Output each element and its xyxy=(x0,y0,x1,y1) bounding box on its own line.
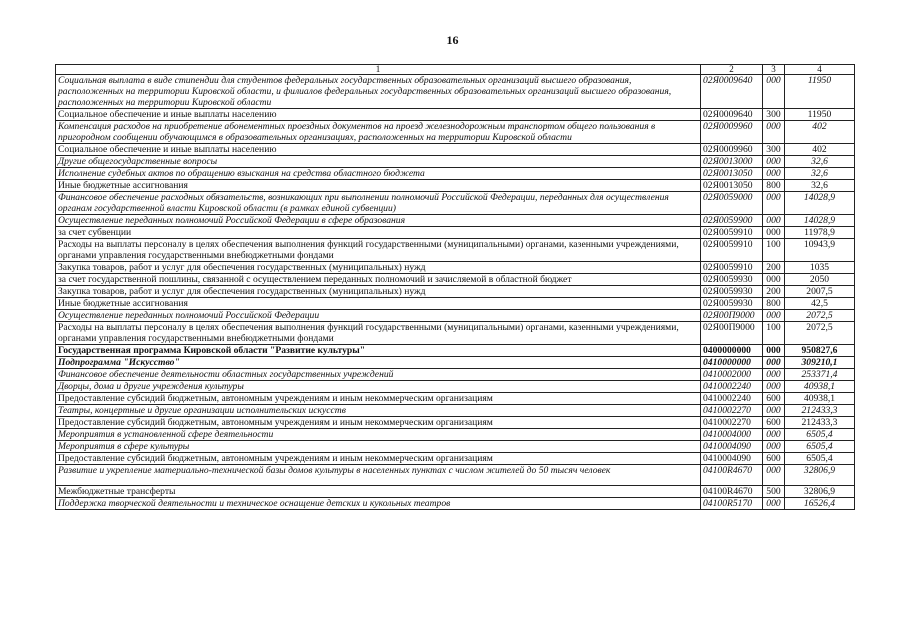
row-amount-cell: 14028,9 xyxy=(785,192,855,215)
table-row xyxy=(56,486,855,498)
row-expense-type-cell: 000 xyxy=(763,310,785,322)
row-amount-cell: 11950 xyxy=(785,109,855,121)
row-code-cell: 02Я00П9000 xyxy=(701,310,763,322)
column-header-amount: 4 xyxy=(785,65,855,75)
row-code-cell: 02Я0009960 xyxy=(701,144,763,156)
row-code-cell: 02Я0059930 xyxy=(701,298,763,310)
row-amount-cell: 1035 xyxy=(785,262,855,274)
row-code-cell: 0410002240 xyxy=(701,393,763,405)
row-name-cell: Исполнение судебных актов по обращению взыскания на средства областного бюджета xyxy=(56,168,701,180)
table-row xyxy=(56,286,855,298)
row-expense-type-cell: 500 xyxy=(763,486,785,498)
row-name-cell: Другие общегосударственные вопросы xyxy=(56,156,701,168)
table-row xyxy=(56,369,855,381)
table-row xyxy=(56,180,855,192)
row-code-cell: 02Я0059900 xyxy=(701,215,763,227)
row-expense-type-cell: 800 xyxy=(763,180,785,192)
row-name-cell: Социальное обеспечение и иные выплаты населению xyxy=(56,109,701,121)
row-name-cell: Государственная программа Кировской области "Развитие культуры" xyxy=(56,345,701,357)
row-name-cell: Мероприятия в сфере культуры xyxy=(56,441,701,453)
page-number: 16 xyxy=(446,33,459,47)
row-amount-cell: 2072,5 xyxy=(785,310,855,322)
row-name-cell: Социальная выплата в виде стипендии для студентов федеральных государственных образовательных организаций высшего образования, расположенных на территории Кировской области, и филиалов федеральных государственных образовательных организаций высшего образования, расположенных на территории Кировской области xyxy=(56,75,701,109)
table-row xyxy=(56,465,855,486)
row-code-cell: 02Я0059930 xyxy=(701,274,763,286)
row-amount-cell: 32,6 xyxy=(785,168,855,180)
row-amount-cell: 42,5 xyxy=(785,298,855,310)
table-row xyxy=(56,121,855,144)
row-expense-type-cell: 000 xyxy=(763,192,785,215)
row-amount-cell: 309210,1 xyxy=(785,357,855,369)
row-code-cell: 02Я0009960 xyxy=(701,121,763,144)
row-expense-type-cell: 000 xyxy=(763,405,785,417)
row-amount-cell: 402 xyxy=(785,144,855,156)
row-code-cell: 02Я0059910 xyxy=(701,227,763,239)
row-expense-type-cell: 300 xyxy=(763,109,785,121)
row-name-cell: Социальное обеспечение и иные выплаты населению xyxy=(56,144,701,156)
table-row xyxy=(56,381,855,393)
row-code-cell: 0410000000 xyxy=(701,357,763,369)
table-row xyxy=(56,417,855,429)
column-header-name: 1 xyxy=(56,65,701,75)
table-row xyxy=(56,109,855,121)
table-row xyxy=(56,453,855,465)
row-name-cell: Расходы на выплаты персоналу в целях обеспечения выполнения функций государственными (муниципальными) органами, казенными учреждениями, органами управления государственными внебюджетными фондами xyxy=(56,322,701,345)
row-code-cell: 04100R4670 xyxy=(701,465,763,486)
row-name-cell: Межбюджетные трансферты xyxy=(56,486,701,498)
table-row xyxy=(56,345,855,357)
row-amount-cell: 32806,9 xyxy=(785,465,855,486)
row-amount-cell: 6505,4 xyxy=(785,441,855,453)
row-amount-cell: 2050 xyxy=(785,274,855,286)
row-code-cell: 04100R5170 xyxy=(701,498,763,510)
row-amount-cell: 40938,1 xyxy=(785,381,855,393)
row-name-cell: Иные бюджетные ассигнования xyxy=(56,180,701,192)
row-amount-cell: 11950 xyxy=(785,75,855,109)
row-amount-cell: 6505,4 xyxy=(785,429,855,441)
row-code-cell: 02Я0013050 xyxy=(701,168,763,180)
row-code-cell: 02Я0059000 xyxy=(701,192,763,215)
row-expense-type-cell: 000 xyxy=(763,121,785,144)
table-row xyxy=(56,156,855,168)
row-name-cell: Осуществление переданных полномочий Российской Федерации в сфере образования xyxy=(56,215,701,227)
row-amount-cell: 32,6 xyxy=(785,156,855,168)
row-expense-type-cell: 000 xyxy=(763,168,785,180)
row-expense-type-cell: 000 xyxy=(763,345,785,357)
row-name-cell: Компенсация расходов на приобретение абонементных проездных документов на проезд железнодорожным транспортом общего пользования в пригородном сообщении обучающимся в образовательных организациях, расположенных на территории Кировской области xyxy=(56,121,701,144)
table-row xyxy=(56,274,855,286)
row-name-cell: Дворцы, дома и другие учреждения культуры xyxy=(56,381,701,393)
row-name-cell: Предоставление субсидий бюджетным, автономным учреждениям и иным некоммерческим организациям xyxy=(56,417,701,429)
table-row xyxy=(56,227,855,239)
row-amount-cell: 14028,9 xyxy=(785,215,855,227)
row-amount-cell: 2072,5 xyxy=(785,322,855,345)
row-name-cell: Финансовое обеспечение деятельности областных государственных учреждений xyxy=(56,369,701,381)
row-expense-type-cell: 800 xyxy=(763,298,785,310)
row-amount-cell: 212433,3 xyxy=(785,405,855,417)
row-name-cell: Финансовое обеспечение расходных обязательств, возникающих при выполнении полномочий Российской Федерации, переданных для осуществления органам государственной власти Кировской области (в рамках единой субвенции) xyxy=(56,192,701,215)
row-code-cell: 0410002270 xyxy=(701,417,763,429)
row-expense-type-cell: 000 xyxy=(763,274,785,286)
row-amount-cell: 402 xyxy=(785,121,855,144)
table-row xyxy=(56,168,855,180)
column-header-expense-type: 3 xyxy=(763,65,785,75)
row-expense-type-cell: 100 xyxy=(763,322,785,345)
table-row xyxy=(56,393,855,405)
row-expense-type-cell: 600 xyxy=(763,453,785,465)
table-row xyxy=(56,405,855,417)
row-amount-cell: 32806,9 xyxy=(785,486,855,498)
row-name-cell: за счет субвенции xyxy=(56,227,701,239)
row-expense-type-cell: 100 xyxy=(763,239,785,262)
table-row xyxy=(56,357,855,369)
row-name-cell: Осуществление переданных полномочий Российской Федерации xyxy=(56,310,701,322)
row-amount-cell: 6505,4 xyxy=(785,453,855,465)
row-code-cell: 02Я0059930 xyxy=(701,286,763,298)
row-code-cell: 02Я0059910 xyxy=(701,239,763,262)
table-row xyxy=(56,239,855,262)
row-name-cell: Развитие и укрепление материально-технической базы домов культуры в населенных пунктах с числом жителей до 50 тысяч человек xyxy=(56,465,701,486)
row-code-cell: 0410004090 xyxy=(701,441,763,453)
row-code-cell: 0400000000 xyxy=(701,345,763,357)
table-row xyxy=(56,429,855,441)
budget-table xyxy=(55,64,855,510)
row-expense-type-cell: 000 xyxy=(763,357,785,369)
row-name-cell: Театры, концертные и другие организации исполнительских искусств xyxy=(56,405,701,417)
row-name-cell: Закупка товаров, работ и услуг для обеспечения государственных (муниципальных) нужд xyxy=(56,262,701,274)
row-amount-cell: 212433,3 xyxy=(785,417,855,429)
row-amount-cell: 16526,4 xyxy=(785,498,855,510)
table-row xyxy=(56,144,855,156)
table-row xyxy=(56,298,855,310)
row-amount-cell: 40938,1 xyxy=(785,393,855,405)
table-header-row xyxy=(56,65,855,75)
row-expense-type-cell: 000 xyxy=(763,215,785,227)
table-row xyxy=(56,322,855,345)
row-expense-type-cell: 000 xyxy=(763,498,785,510)
table-row xyxy=(56,498,855,510)
table-row xyxy=(56,215,855,227)
row-name-cell: Закупка товаров, работ и услуг для обеспечения государственных (муниципальных) нужд xyxy=(56,286,701,298)
row-code-cell: 0410004000 xyxy=(701,429,763,441)
row-expense-type-cell: 300 xyxy=(763,144,785,156)
row-name-cell: Мероприятия в установленной сфере деятельности xyxy=(56,429,701,441)
row-expense-type-cell: 000 xyxy=(763,465,785,486)
row-code-cell: 0410002000 xyxy=(701,369,763,381)
table-row xyxy=(56,310,855,322)
row-expense-type-cell: 000 xyxy=(763,75,785,109)
row-name-cell: Поддержка творческой деятельности и техническое оснащение детских и кукольных театров xyxy=(56,498,701,510)
row-expense-type-cell: 000 xyxy=(763,429,785,441)
row-expense-type-cell: 200 xyxy=(763,262,785,274)
row-code-cell: 0410002270 xyxy=(701,405,763,417)
row-amount-cell: 2007,5 xyxy=(785,286,855,298)
row-code-cell: 02Я0059910 xyxy=(701,262,763,274)
row-expense-type-cell: 600 xyxy=(763,393,785,405)
column-header-code: 2 xyxy=(701,65,763,75)
row-name-cell: Подпрограмма "Искусство" xyxy=(56,357,701,369)
row-code-cell: 02Я0013000 xyxy=(701,156,763,168)
row-expense-type-cell: 000 xyxy=(763,369,785,381)
row-expense-type-cell: 000 xyxy=(763,156,785,168)
row-name-cell: Предоставление субсидий бюджетным, автономным учреждениям и иным некоммерческим организациям xyxy=(56,393,701,405)
row-amount-cell: 253371,4 xyxy=(785,369,855,381)
row-code-cell: 02Я0013050 xyxy=(701,180,763,192)
row-name-cell: Иные бюджетные ассигнования xyxy=(56,298,701,310)
row-expense-type-cell: 600 xyxy=(763,417,785,429)
row-code-cell: 02Я0009640 xyxy=(701,109,763,121)
row-code-cell: 04100R4670 xyxy=(701,486,763,498)
row-name-cell: Расходы на выплаты персоналу в целях обеспечения выполнения функций государственными (муниципальными) органами, казенными учреждениями, органами управления государственными внебюджетными фондами xyxy=(56,239,701,262)
row-expense-type-cell: 000 xyxy=(763,227,785,239)
table-body xyxy=(56,75,855,510)
row-amount-cell: 11978,9 xyxy=(785,227,855,239)
row-amount-cell: 32,6 xyxy=(785,180,855,192)
row-code-cell: 0410002240 xyxy=(701,381,763,393)
table-row xyxy=(56,75,855,109)
table-row xyxy=(56,192,855,215)
row-expense-type-cell: 200 xyxy=(763,286,785,298)
row-amount-cell: 10943,9 xyxy=(785,239,855,262)
table-row xyxy=(56,262,855,274)
row-expense-type-cell: 000 xyxy=(763,381,785,393)
row-expense-type-cell: 000 xyxy=(763,441,785,453)
row-amount-cell: 950827,6 xyxy=(785,345,855,357)
row-name-cell: за счет государственной пошлины, связанной с осуществлением переданных полномочий и зачисляемой в областной бюджет xyxy=(56,274,701,286)
row-code-cell: 02Я0009640 xyxy=(701,75,763,109)
row-code-cell: 0410004090 xyxy=(701,453,763,465)
table-row xyxy=(56,441,855,453)
row-code-cell: 02Я00П9000 xyxy=(701,322,763,345)
row-name-cell: Предоставление субсидий бюджетным, автономным учреждениям и иным некоммерческим организациям xyxy=(56,453,701,465)
